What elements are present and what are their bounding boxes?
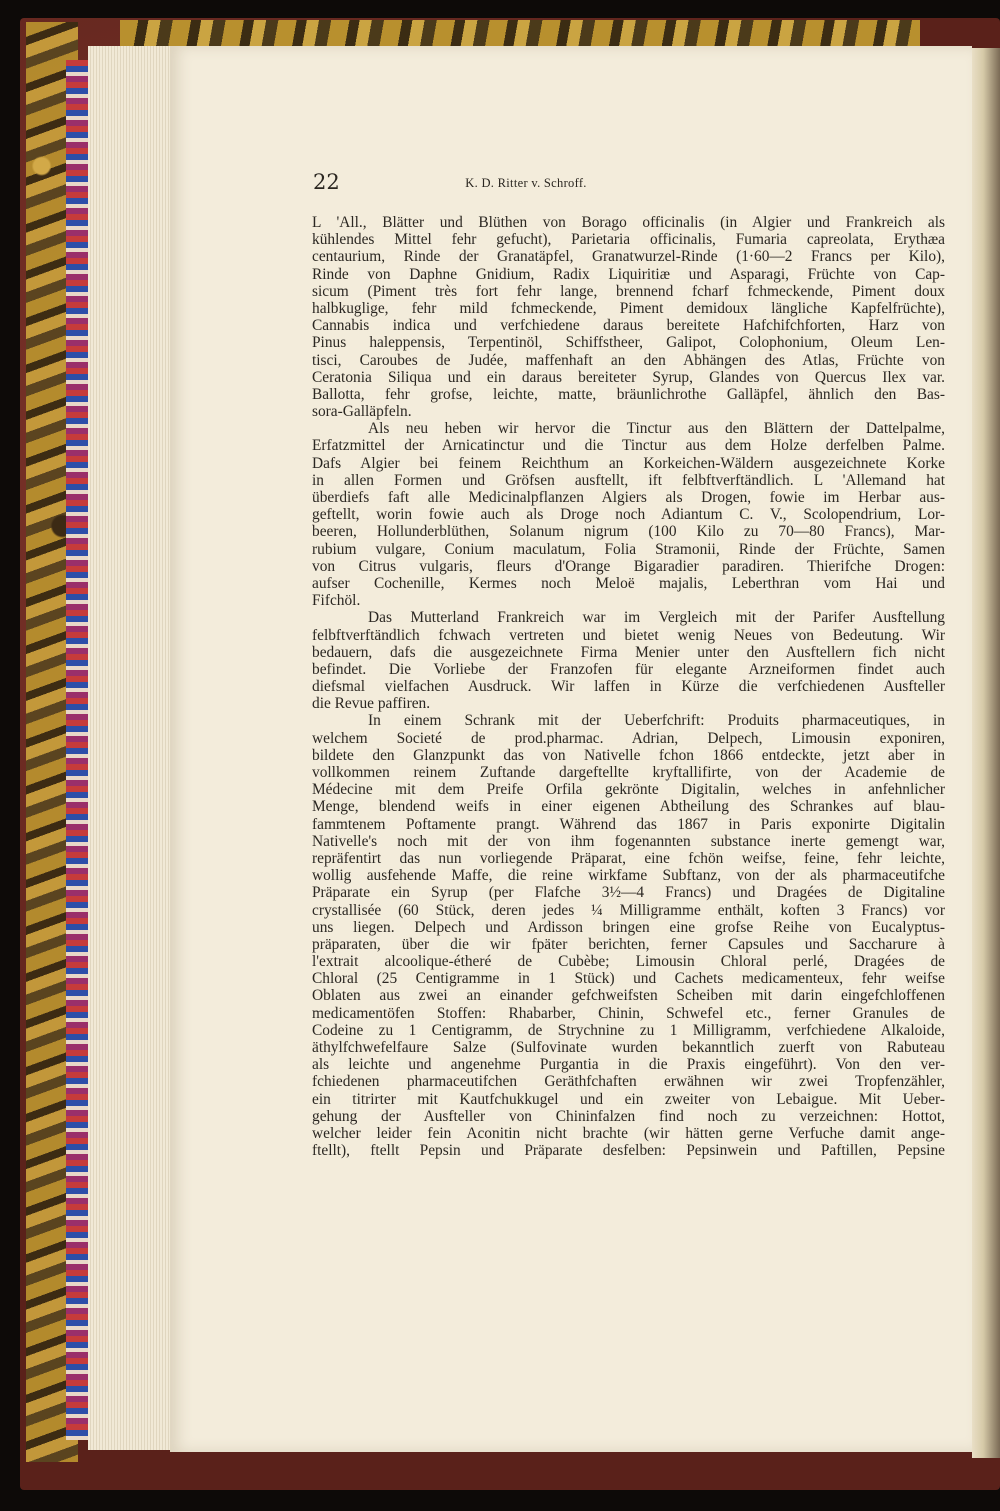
text-line: äthylfchwefelfaure Salze (Sulfovinate wurden bekanntlich zuerft von Rabuteau bbox=[312, 1039, 945, 1056]
text-line: diefsmal vielfachen Ausdruck. Wir laffen in Kürze die verfchiedenen Ausfteller bbox=[312, 678, 945, 696]
text-line: in allen Formen und Gröfsen ausftellt, ift felbftverftändlich. L 'Allemand hat bbox=[312, 471, 945, 489]
text-line: tisci, Caroubes de Judée, maffenhaft an den Abhängen des Atlas, Früchte von bbox=[312, 351, 945, 369]
headband bbox=[66, 60, 90, 1440]
text-line: Ceratonia Siliqua und ein daraus bereiteter Syrup, Glandes von Quercus Ilex var. bbox=[312, 368, 945, 386]
right-page-edge bbox=[972, 48, 1000, 1458]
text-line: L 'All., Blätter und Blüthen von Borago officinalis (in Algier und Frankreich als bbox=[312, 214, 945, 231]
text-line: fchiedenen pharmaceutifchen Geräthfchaften erwähnen wir zwei Tropfenzähler, bbox=[312, 1073, 945, 1091]
text-line: Rinde von Daphne Gnidium, Radix Liquiritiæ und Asparagi, Früchte von Cap- bbox=[312, 265, 945, 283]
text-line: Ballotta, fehr grofse, leichte, matte, bräunlichrothe Galläpfel, ähnlich den Bas- bbox=[312, 385, 945, 403]
text-line: welcher leider fein Aconitin nicht brachte (wir hätten gerne Verfuche damit ange- bbox=[312, 1124, 945, 1142]
text-line: Menge, blendend weifs in einer eigenen Abtheilung des Schrankes auf blau- bbox=[312, 798, 945, 816]
text-line: medicamentöfen Stoffen: Rhabarber, Chinin, Schwefel etc., ferner Granules de bbox=[312, 1004, 945, 1022]
text-line: aufser Cochenille, Kermes noch Meloë majalis, Leberthran vom Hai und bbox=[312, 574, 945, 592]
text-line: halbkuglige, fehr mild fchmeckende, Piment demidoux längliche Kapfelfrüchte), bbox=[312, 299, 945, 317]
text-line: geftellt, worin fowie auch als Droge noch Adiantum C. V., Scolopendrium, Lor- bbox=[312, 506, 945, 524]
text-line: welchem Societé de prod.pharmac. Adrian, Delpech, Limousin exponiren, bbox=[312, 729, 945, 747]
running-head: K. D. Ritter v. Schroff. bbox=[465, 176, 587, 190]
text-line: ein titrirter mit Kautfchukkugel und ein zweiter von Lebaigue. Mit Ueber- bbox=[312, 1090, 945, 1108]
text-line: uns liegen. Delpech und Ardisson bringen eine grofse Reihe von Eucalyptus- bbox=[312, 918, 945, 936]
text-line: Dafs Algier bei feinem Reichthum an Korkeichen-Wäldern ausgezeichnete Korke bbox=[312, 454, 945, 472]
text-line: crystallisée (60 Stück, deren jedes ¼ Milligramme enthält, koften 3 Francs) vor bbox=[312, 901, 945, 919]
text-line: Médecine mit dem Preife Orfila gekrönte Digitalin, welches in anfehnlicher bbox=[312, 781, 945, 799]
text-line: Oblaten aus zwei an einander gefchweifsten Scheiben mit darin eingefchloffenen bbox=[312, 987, 945, 1005]
body-text bbox=[312, 214, 945, 1244]
text-line: von Citrus vulgaris, fleurs d'Orange Bigaradier paradiren. Thierifche Drogen: bbox=[312, 557, 945, 575]
text-line: In einem Schrank mit der Ueberfchrift: Produits pharmaceutiques, in bbox=[368, 712, 945, 730]
text-line: Als neu heben wir hervor die Tinctur aus den Blättern der Dattelpalme, bbox=[368, 420, 945, 438]
text-line: Das Mutterland Frankreich war im Vergleich mit der Parifer Ausftellung bbox=[368, 609, 945, 627]
text-line: kühlendes Mittel fehr gefucht), Parietaria officinalis, Fumaria capreolata, Erythæa bbox=[312, 231, 945, 249]
text-line: gehung der Ausfteller von Chininfalzen find noch zu verzeichnen: Hottot, bbox=[312, 1107, 945, 1125]
text-line: befindet. Die Vorliebe der Franzofen für elegante Arzneiformen findet auch bbox=[312, 660, 945, 678]
page-number: 22 bbox=[313, 170, 340, 194]
text-line: centaurium, Rinde der Granatäpfel, Granatwurzel-Rinde (1·60—2 Francs per Kilo), bbox=[312, 248, 945, 266]
text-line: repräfentirt das nun vorliegende Präparat, eine fchön weifse, feine, fehr leichte, bbox=[312, 849, 945, 867]
text-line: als leichte und angenehme Purgantia in die Praxis eingeführt). Von den ver- bbox=[312, 1056, 945, 1074]
page-edges bbox=[88, 46, 173, 1450]
marbled-top-edge bbox=[120, 20, 920, 46]
text-line: rubium vulgare, Conium maculatum, Folia Stramonii, Rinde der Früchte, Samen bbox=[312, 540, 945, 558]
text-line: bedauern, dafs die ausgezeichnete Firma Menier unter den Ausftellern fich nicht bbox=[312, 643, 945, 661]
text-line: wollig ausfehende Maffe, die reine wirkfame Subftanz, von der als pharmaceutifche bbox=[312, 867, 945, 885]
text-line: überdiefs faft alle Medicinalpflanzen Algiers als Drogen, fowie im Herbar aus- bbox=[312, 489, 945, 506]
text-line: vollkommen reinem Zuftande dargeftellte kryftallifirte, von der Academie de bbox=[312, 764, 945, 781]
text-line: sora-Galläpfeln. bbox=[312, 403, 412, 421]
text-line: l'extrait alcoolique-étheré de Cubèbe; Limousin Chloral perlé, Dragées de bbox=[312, 953, 945, 971]
text-line: Präparate ein Syrup (per Flafche 3½—4 Francs) und Dragées de Digitaline bbox=[312, 884, 945, 902]
text-line: sicum (Piment très fort fehr lange, brennend fcharf fchmeckende, Piment doux bbox=[312, 282, 945, 300]
text-line: Pinus haleppensis, Terpentinöl, Schiffstheer, Galipot, Colophonium, Oleum Len- bbox=[312, 334, 945, 352]
text-line: Cannabis indica und verfchiedene daraus bereitete Hafchifchforten, Harz von bbox=[312, 317, 945, 335]
text-line: Codeine zu 1 Centigramm, de Strychnine zu 1 Milligramm, verfchiedene Alkaloide, bbox=[312, 1021, 945, 1039]
text-line: beeren, Hollunderblüthen, Solanum nigrum (100 Kilo zu 70—80 Francs), Mar- bbox=[312, 523, 945, 541]
text-line: fammtenem Poftamente prangt. Während das 1867 in Paris exponirte Digitalin bbox=[312, 815, 945, 833]
text-line: Nativelle's noch mit der von ihm fogenannten substance inerte gemengt war, bbox=[312, 832, 945, 850]
text-line: ftellt), ftellt Pepsin und Präparate desfelben: Pepsinwein und Paftillen, Pepsine bbox=[312, 1142, 945, 1160]
text-line: präparaten, über die wir fpäter berichten, ferner Capsules und Saccharure à bbox=[312, 935, 945, 953]
text-line: Fifchöl. bbox=[312, 592, 361, 610]
text-line: Erfatzmittel der Arnicatinctur und die Tinctur aus dem Holze derfelben Palme. bbox=[312, 437, 945, 455]
text-line: die Revue paffiren. bbox=[312, 695, 431, 713]
text-line: Chloral (25 Centigramme in 1 Stück) und Cachets medicamenteux, fehr weifse bbox=[312, 970, 945, 988]
text-line: felbftverftändlich fchwach vertreten und bietet wenig Neues von Bedeutung. Wir bbox=[312, 626, 945, 644]
text-line: bildete den Glanzpunkt das von Nativelle fchon 1866 entdeckte, jetzt aber in bbox=[312, 746, 945, 764]
